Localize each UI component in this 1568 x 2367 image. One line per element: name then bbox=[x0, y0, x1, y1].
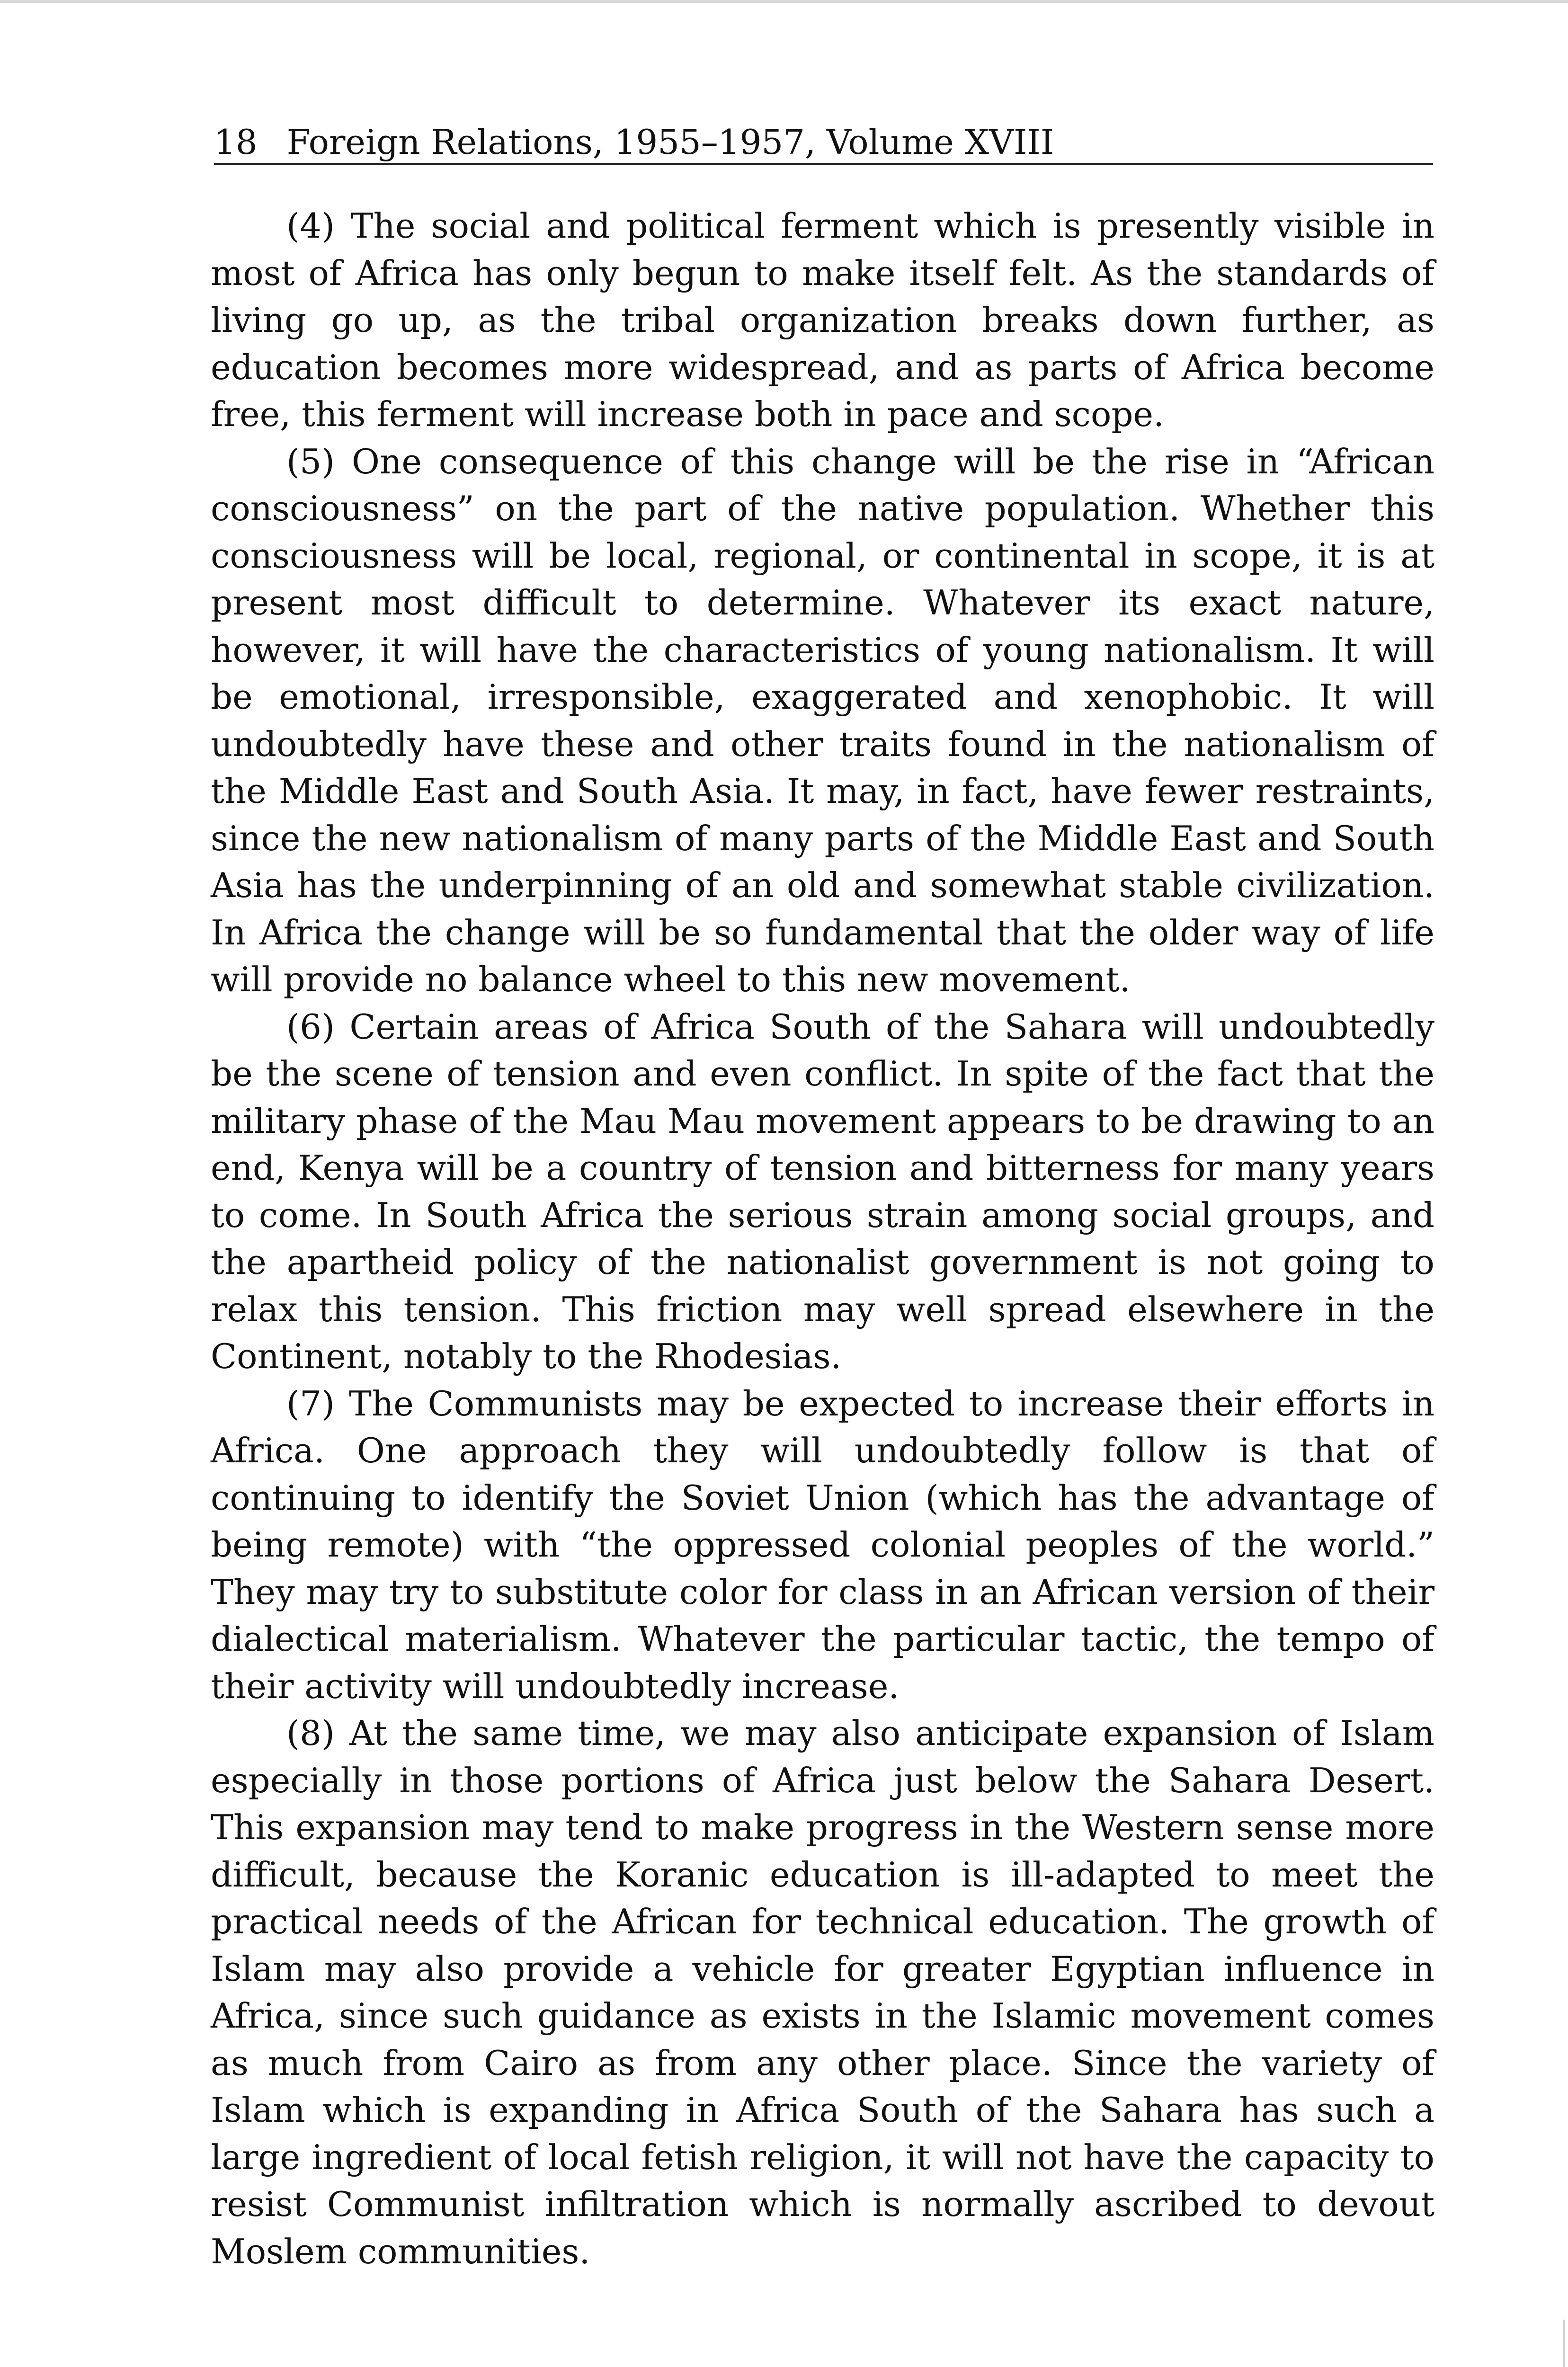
paragraph-8: (8) At the same time, we may also anticipate expansion of Islam especially in those portions of Africa just below the Sahara Desert. This expansion may tend to make progress in the Western sense more difficult, because the Koranic education is ill-adapted to meet the practical needs of the African for technical education. The growth of Islam may also provide a vehicle for greater Egyptian influence in Africa, since such guidance as exists in the Islamic movement comes as much from Cairo as from any other place. Since the variety of Islam which is expanding in Africa South of the Sahara has such a large ingredient of local fetish religion, it will not have the capacity to resist Communist infiltration which is normally ascribed to devout Moslem communities. bbox=[211, 1713, 1434, 2271]
running-header bbox=[214, 121, 1433, 163]
running-title: Foreign Relations, 1955–1957, Volume XVIII bbox=[286, 122, 1054, 162]
paragraph-5: (5) One consequence of this change will be the rise in “African consciousness” on the part of the native population. Whether this consciousness will be local, regional, or continental in scope, it is at present most difficult to determine. Whatever its exact nature, however, it will have the characteristics of young nationalism. It will be emotional, irresponsible, exaggerated and xenophobic. It will undoubtedly have these and other traits found in the nationalism of the Middle East and South Asia. It may, in fact, have fewer restraints, since the new nationalism of many parts of the Middle East and South Asia has the underpinning of an old and somewhat stable civilization. In Africa the change will be so fundamental that the older way of life will provide no balance wheel to this new movement. bbox=[211, 441, 1434, 999]
body-text bbox=[211, 203, 1434, 2275]
paragraph-7: (7) The Communists may be expected to increase their efforts in Africa. One approach they will undoubtedly follow is that of continuing to identify the Soviet Union (which has the advantage of being remote) with “the oppressed colonial peoples of the world.” They may try to substitute color for class in an African version of their dialectical materialism. Whatever the particular tactic, the tempo of their activity will undoubtedly increase. bbox=[211, 1383, 1434, 1706]
header-rule bbox=[214, 163, 1433, 165]
scan-top-edge bbox=[0, 0, 1568, 3]
paragraph-4: (4) The social and political ferment which is presently visible in most of Africa has only begun to make itself felt. As the standards of living go up, as the tribal organization breaks down further, as education becomes more widespread, and as parts of Africa become free, this ferment will increase both in pace and scope. bbox=[211, 206, 1434, 434]
page-number: 18 bbox=[214, 122, 258, 162]
paragraph-6: (6) Certain areas of Africa South of the Sahara will undoubtedly be the scene of tension and even conflict. In spite of the fact that the military phase of the Mau Mau movement appears to be drawing to an end, Kenya will be a country of tension and bitterness for many years to come. In South Africa the serious strain among social groups, and the apartheid policy of the nationalist government is not going to relax this tension. This friction may well spread elsewhere in the Continent, notably to the Rhodesias. bbox=[211, 1006, 1434, 1376]
scan-right-edge bbox=[1563, 2320, 1565, 2367]
